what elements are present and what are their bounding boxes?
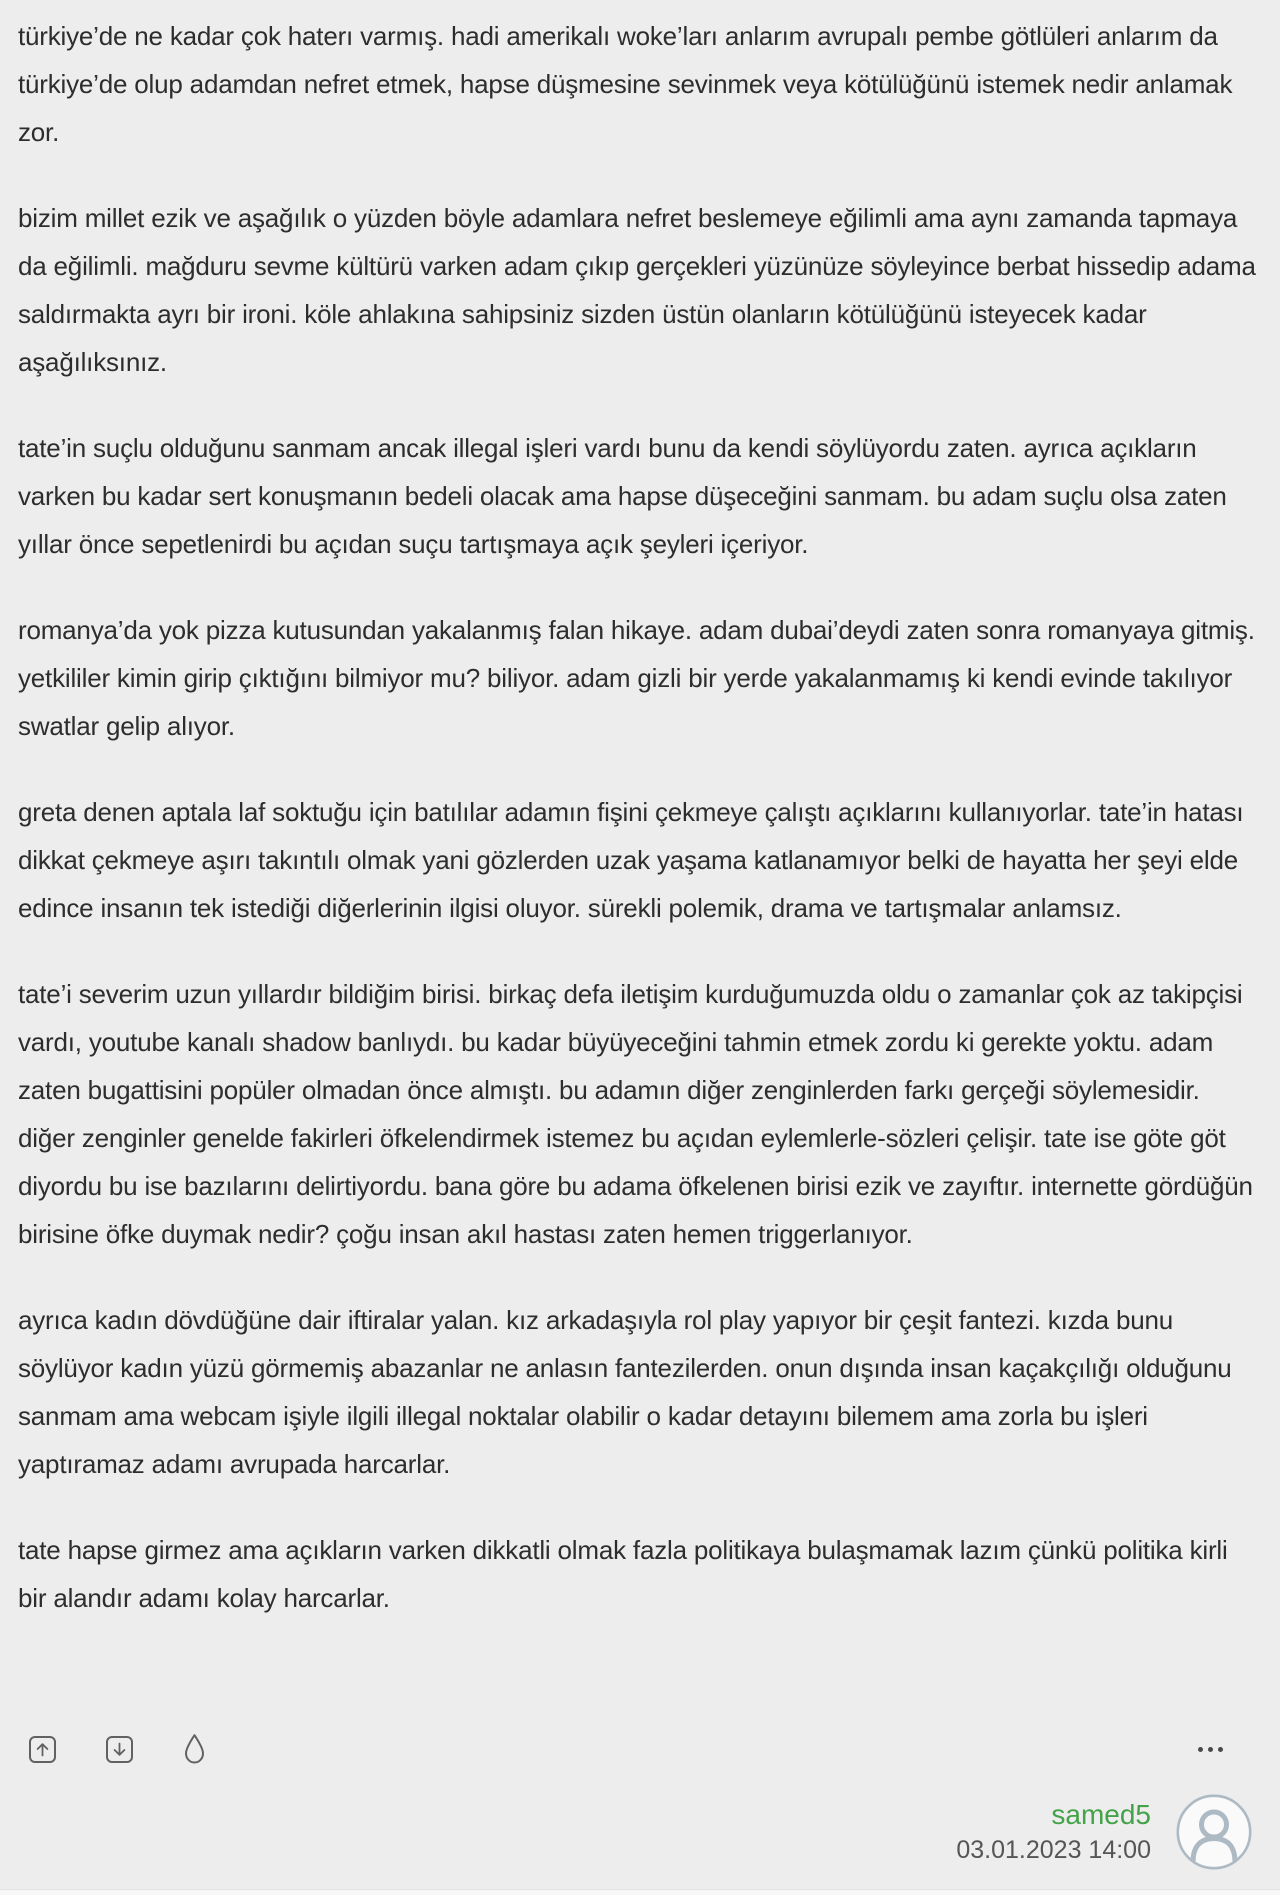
author-username[interactable]: samed5 [1051, 1799, 1151, 1830]
vote-group [29, 1733, 206, 1765]
more-options-button[interactable] [1196, 1743, 1225, 1756]
more-options-icon [1208, 1747, 1213, 1752]
arrow-up-icon [34, 1741, 51, 1758]
favorite-button[interactable] [183, 1733, 206, 1765]
downvote-button[interactable] [106, 1736, 133, 1763]
entry-paragraph: bizim millet ezik ve aşağılık o yüzden böyle adamlara nefret beslemeye eğilimli ama aynı zamanda tapmaya da eğilimli. mağduru sevme kültürü varken adam çıkıp gerçekleri yüzünüze söyleyince berbat hissedip adama saldırmakta ayrı bir ironi. köle ahlakına sahipsiniz sizden üstün olanların kötülüğünü isteyecek kadar aşağılıksınız. [18, 203, 1256, 377]
entry-paragraph: ayrıca kadın dövdüğüne dair iftiralar yalan. kız arkadaşıyla rol play yapıyor bir çeşit fantezi. kızda bunu söylüyor kadın yüzü görmemiş abazanlar ne anlasın fantezilerden. onun dışında insan kaçakçılığı olduğunu sanmam ama webcam işiyle ilgili illegal noktalar olabilir o kadar detayını bilemem ama zorla bu işleri yaptıramaz adamı avrupada harcarlar. [18, 1305, 1232, 1479]
next-entry-edge [0, 1889, 1280, 1895]
arrow-down-icon [111, 1741, 128, 1758]
entry-paragraph: tate’i severim uzun yıllardır bildiğim birisi. birkaç defa iletişim kurduğumuzda oldu o zamanlar çok az takipçisi vardı, youtube kanalı shadow banlıydı. bu kadar büyüyeceğini tahmin etmek zordu ki gerekte yoktu. adam zaten bugattisini popüler olmadan önce almıştı. bu adamın diğer zenginlerden farkı gerçeği söylemesidir. diğer zenginler genelde fakirleri öfkelendirmek istemez bu açıdan eylemlerle-sözleri çelişir. tate ise göte göt diyordu bu ise bazılarını delirtiyordu. bana göre bu adama öfkelenen birisi ezik ve zayıftır. internette gördüğün birisine öfke duymak nedir? çoğu insan akıl hastası zaten hemen triggerlanıyor. [18, 979, 1253, 1249]
person-silhouette-icon [1176, 1794, 1252, 1870]
entry-paragraph: romanya’da yok pizza kutusundan yakalanmış falan hikaye. adam dubai’deydi zaten sonra romanyaya gitmiş. yetkililer kimin girip çıktığını bilmiyor mu? biliyor. adam gizli bir yerde yakalanmamış ki kendi evinde takılıyor swatlar gelip alıyor. [18, 615, 1255, 741]
more-options-icon [1218, 1747, 1223, 1752]
avatar[interactable] [1176, 1794, 1252, 1870]
entry-paragraph: tate hapse girmez ama açıkların varken dikkatli olmak fazla politikaya bulaşmamak lazım çünkü politika kirli bir alandır adamı kolay harcarlar. [18, 1535, 1228, 1613]
entry-paragraph: türkiye’de ne kadar çok haterı varmış. hadi amerikalı woke’ları anlarım avrupalı pembe götlüleri anlarım da türkiye’de olup adamdan nefret etmek, hapse düşmesine sevinmek veya kötülüğünü istemek nedir anlamak zor. [18, 21, 1233, 147]
entry-timestamp[interactable]: 03.01.2023 14:00 [956, 1836, 1151, 1864]
upvote-button[interactable] [29, 1736, 56, 1763]
entry-paragraph: greta denen aptala laf soktuğu için batılılar adamın fişini çekmeye çalıştı açıklarını kullanıyorlar. tate’in hatası dikkat çekmeye aşırı takıntılı olmak yani gözlerden uzak yaşama katlanamıyor belki de hayatta her şeyi elde edince insanın tek istediği diğerlerinin ilgisi oluyor. sürekli polemik, drama ve tartışmalar anlamsız. [18, 797, 1244, 923]
more-options-icon [1198, 1747, 1203, 1752]
entry-paragraph: tate’in suçlu olduğunu sanmam ancak illegal işleri vardı bunu da kendi söylüyordu zaten. ayrıca açıkların varken bu kadar sert konuşmanın bedeli olacak ama hapse düşeceğini sanmam. bu adam suçlu olsa zaten yıllar önce sepetlenirdi bu açıdan suçu tartışmaya açık şeyleri içeriyor. [18, 433, 1227, 559]
author-meta [956, 1801, 1151, 1863]
droplet-icon [183, 1733, 206, 1765]
entry-footer [0, 1733, 1280, 1765]
author-block [956, 1794, 1252, 1870]
